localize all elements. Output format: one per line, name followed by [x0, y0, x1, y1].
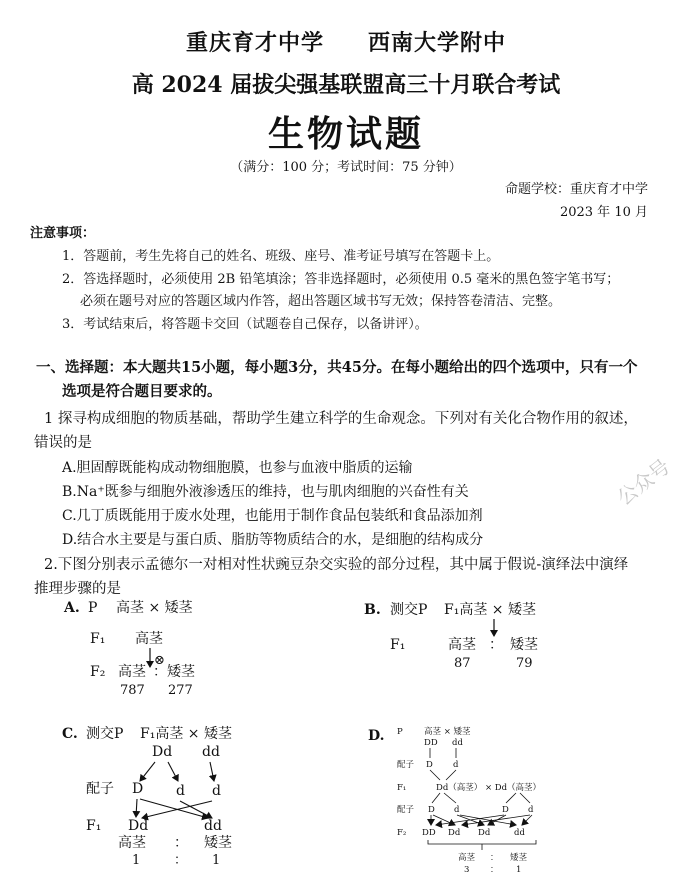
diagram-d-parent-1: DD	[424, 738, 438, 748]
diagram-d-gamete-2: d	[453, 760, 459, 770]
diagram-b-dwarf: 矮茎	[510, 637, 538, 653]
diagram-d-ratio-colon: ：	[490, 865, 499, 875]
diagram-c-ratio-2: 1	[212, 853, 221, 868]
diagram-d-p: P	[397, 727, 403, 737]
diagram-c-parent-dd-hom: dd	[202, 744, 220, 760]
diagram-c	[62, 725, 233, 868]
diagram-a-colon: ：	[153, 664, 167, 680]
diagram-a-dwarf: 矮茎	[167, 664, 195, 680]
subject-title: 生物试题	[267, 113, 424, 155]
q1-option-d: D.结合水主要是与蛋白质、脂肪等物质结合的水，是细胞的结构成分	[62, 532, 484, 548]
notice-item-3: 3．考试结束后，将答题卡交回（试题卷自己保存，以备讲评）。	[62, 317, 428, 332]
diagram-d-gamete-6: d	[528, 805, 534, 815]
diagram-a-p: P	[88, 600, 98, 616]
diagram-a	[63, 599, 196, 698]
section-heading-cont: 选项是符合题目要求的。	[62, 383, 222, 400]
exam-date: 2023 年 10 月	[559, 205, 648, 220]
diagram-c-offspring-1: Dd	[128, 818, 149, 834]
diagram-a-f2: F₂	[90, 664, 106, 680]
diagram-a-dwarf-count: 277	[168, 683, 193, 698]
diagram-d-ratio-1: 3	[464, 865, 470, 875]
diagram-d-ratio-2: 1	[516, 865, 522, 875]
q1-stem: 1 探寻构成细胞的物质基础，帮助学生建立科学的生命观念。下列对有关化合物作用的叙述，	[44, 411, 638, 427]
q1-stem-cont: 错误的是	[34, 435, 92, 451]
diagram-c-testcross: 测交P	[86, 726, 124, 742]
diagram-c-gamete-3: d	[212, 783, 221, 799]
diagram-b-tall: 高茎	[448, 637, 476, 653]
score-time: （满分：100 分；考试时间：75 分钟）	[230, 160, 462, 175]
diagram-c-arrow-5	[140, 799, 208, 818]
diagram-c-arrow-1	[140, 762, 155, 781]
q2-stem-cont: 推理步骤的是	[34, 581, 121, 597]
diagram-d-offspring-2: Dd	[448, 828, 461, 838]
diagram-c-cross: F₁高茎 × 矮茎	[140, 726, 232, 742]
diagram-d-dwarf: 矮茎	[510, 853, 528, 863]
diagram-c-ratio-colon: ：	[174, 853, 188, 868]
notice-heading: 注意事项：	[30, 226, 96, 241]
diagram-b-testcross: 测交P	[390, 602, 428, 618]
diagram-c-colon: ：	[174, 835, 188, 851]
diagram-d-offspring-3: Dd	[478, 828, 491, 838]
diagram-d-line-5	[432, 793, 440, 803]
diagram-d-offspring-1: DD	[422, 828, 436, 838]
diagram-c-gamete-2: d	[176, 783, 185, 799]
diagram-b-f1: F₁	[390, 637, 406, 653]
diagram-d	[368, 726, 541, 875]
school-right: 西南大学附中	[368, 30, 507, 56]
diagram-b-tall-count: 87	[454, 656, 471, 671]
diagram-c-arrow-7	[142, 801, 212, 818]
diagram-d-line-6	[444, 793, 456, 803]
diagram-d-line-8	[520, 793, 530, 803]
diagram-d-gamete-3: D	[428, 805, 435, 815]
diagram-c-label: C.	[62, 726, 78, 742]
diagram-a-self-symbol: ⊗	[154, 653, 165, 668]
diagram-d-arrow-8	[522, 815, 532, 825]
diagram-a-label: A.	[64, 600, 80, 616]
diagram-d-f2: F₂	[397, 828, 407, 838]
diagram-a-tall: 高茎	[118, 664, 146, 680]
school-left: 重庆育才中学	[185, 30, 324, 56]
diagram-d-gamete-4: d	[454, 805, 460, 815]
q2-stem: 2.下图分别表示孟德尔一对相对性状豌豆杂交实验的部分过程，其中属于假说-演绎法中演绎	[44, 557, 629, 573]
diagram-d-offspring-4: dd	[514, 828, 525, 838]
diagram-d-parent-2: dd	[452, 738, 463, 748]
watermark: 公众号	[612, 454, 675, 511]
diagram-c-offspring-2: dd	[204, 818, 222, 834]
q1-option-b: B.Na⁺既参与细胞外液渗透压的维持，也与肌肉细胞的兴奋性有关	[62, 484, 469, 500]
notice-item-2: 2．答选择题时，必须使用 2B 铅笔填涂；答非选择题时，必须使用 0.5 毫米的黑色签字笔书写；	[62, 272, 620, 287]
diagram-d-line-7	[506, 793, 516, 803]
diagram-c-arrow-6	[180, 801, 212, 818]
diagram-c-f1: F₁	[86, 818, 102, 834]
diagram-b-cross: F₁高茎 × 矮茎	[444, 602, 536, 618]
notice-item-1: 1．答题前，考生先将自己的姓名、班级、座号、准考证号填写在答题卡上。	[62, 249, 500, 264]
section-heading: 一、选择题：本大题共15小题，每小题3分，共45分。在每小题给出的四个选项中，只有一个	[36, 359, 638, 376]
diagram-c-arrow-3	[210, 762, 214, 781]
diagram-d-gamete-1: D	[426, 760, 433, 770]
q1-option-a: A.胆固醇既能构成动物细胞膜，也参与血液中脂质的运输	[62, 460, 413, 476]
diagram-a-f1: F₁	[90, 631, 106, 647]
diagram-c-gamete-label: 配子	[86, 781, 114, 797]
diagram-a-tall-count: 787	[120, 683, 145, 698]
diagram-c-gamete-1: D	[132, 781, 144, 797]
diagram-b	[364, 601, 539, 671]
diagram-d-f1: F₁	[397, 783, 407, 793]
diagram-c-arrow-2	[168, 762, 178, 781]
q1-option-c: C.几丁质既能用于废水处理，也能用于制作食品包装纸和食品添加剂	[62, 508, 483, 524]
notice-item-2-cont: 必须在题号对应的答题区域内作答，超出答题区域书写无效；保持答卷清洁、完整。	[80, 294, 562, 309]
diagram-c-parent-dd-het: Dd	[152, 744, 173, 760]
diagram-d-gamete2-label: 配子	[397, 805, 415, 815]
diagram-d-colon: ：	[490, 853, 499, 863]
diagram-d-bracket	[428, 840, 536, 844]
setter-school: 命题学校：重庆育才中学	[504, 182, 648, 197]
diagram-b-colon: ：	[489, 637, 503, 653]
diagram-c-tall: 高茎	[118, 835, 146, 851]
diagram-d-gamete-5: D	[502, 805, 509, 815]
diagram-d-cross: 高茎 × 矮茎	[424, 727, 471, 737]
diagram-d-label: D.	[368, 728, 385, 744]
diagram-c-ratio-1: 1	[132, 853, 141, 868]
diagram-d-f1-cross: Dd（高茎） × Dd（高茎）	[436, 783, 542, 793]
diagram-b-dwarf-count: 79	[516, 656, 533, 671]
diagram-d-line-4	[446, 770, 456, 780]
diagram-d-line-3	[430, 770, 440, 780]
exam-title: 高 2024 届拔尖强基联盟高三十月联合考试	[131, 72, 561, 98]
diagram-b-label: B.	[364, 602, 381, 618]
diagram-c-arrow-4	[136, 799, 137, 817]
diagram-d-gamete-label: 配子	[397, 760, 415, 770]
diagram-d-tall: 高茎	[458, 853, 476, 863]
diagram-a-f1-pheno: 高茎	[135, 631, 163, 647]
diagram-c-dwarf: 矮茎	[204, 835, 232, 851]
diagram-a-cross: 高茎 × 矮茎	[116, 600, 193, 616]
